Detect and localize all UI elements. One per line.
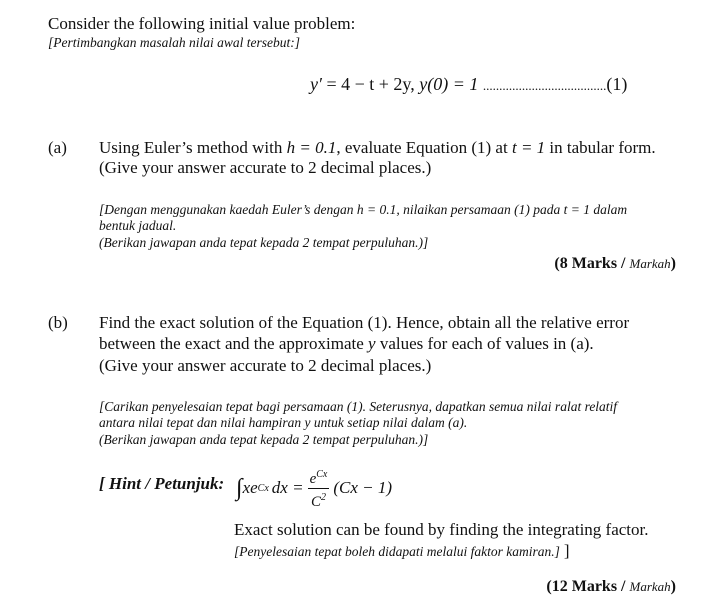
hint-num-base: e xyxy=(309,470,317,487)
part-a-t-value: t = 1 xyxy=(511,138,546,157)
hint-close-bracket: ] xyxy=(563,541,570,560)
part-b-label: (b) xyxy=(48,313,68,332)
part-b-marks-text: (12 Marks / xyxy=(546,578,626,595)
initial-value-equation xyxy=(310,74,627,95)
part-b-question-line2 xyxy=(99,334,594,354)
equation-initial-condition: y(0) = 1 xyxy=(419,74,479,94)
hint-note-translation: [Penyelesaian tepat boleh didapati melalui faktor kamiran.] xyxy=(234,544,560,559)
hint-note-translation-line xyxy=(234,541,570,561)
intro-heading-translation: [Pertimbangkan masalah nilai awal tersebut:] xyxy=(48,35,300,50)
hint-tail: (Cx − 1) xyxy=(333,478,393,497)
part-b-translation-line3: (Berikan jawapan anda tepat kepada 2 tempat perpuluhan.)] xyxy=(99,432,429,447)
part-a-trans-post: dalam xyxy=(593,202,628,217)
part-b-line2-post: values for each of values in (a). xyxy=(379,334,594,353)
hint-formula xyxy=(236,466,392,510)
part-b-translation-line2 xyxy=(99,415,467,431)
hint-num-exponent: Cx xyxy=(316,468,328,480)
hint-dx: dx = xyxy=(271,478,304,497)
part-b-trans-y: y xyxy=(304,415,311,430)
part-a-question-line1 xyxy=(99,138,656,158)
part-b-trans-post: untuk setiap nilai dalam (a). xyxy=(313,415,468,430)
part-a-translation-line1 xyxy=(99,202,627,218)
part-b-question-line3: (Give your answer accurate to 2 decimal places.) xyxy=(99,356,432,375)
hint-integrand: xe xyxy=(242,478,258,497)
part-a-marks-translation: Markah xyxy=(629,256,671,271)
part-a-marks-text: (8 Marks / xyxy=(554,255,626,272)
hint-integrand-exponent: Cx xyxy=(257,482,269,494)
hint-fraction-denominator xyxy=(308,489,330,511)
part-a-trans-t-value: t = 1 xyxy=(563,202,590,217)
hint-fraction-numerator xyxy=(308,466,330,489)
part-a-translation-line2: bentuk jadual. xyxy=(99,218,177,233)
part-a-label: (a) xyxy=(48,138,67,157)
part-a-trans-mid: , nilaikan persamaan (1) pada xyxy=(396,202,561,217)
part-a-line1-pre: Using Euler’s method with xyxy=(99,138,283,157)
part-a-translation-line3: (Berikan jawapan anda tepat kepada 2 tempat perpuluhan.)] xyxy=(99,235,429,250)
equation-leader: ...................................... xyxy=(482,78,607,93)
part-b-trans-pre: antara nilai tepat dan nilai hampiran xyxy=(99,415,302,430)
part-a-question-line2: (Give your answer accurate to 2 decimal places.) xyxy=(99,158,432,177)
part-b-marks-translation: Markah xyxy=(629,579,671,594)
integral-sign: ∫ xyxy=(236,474,243,501)
intro-heading: Consider the following initial value problem: xyxy=(48,14,356,33)
equation-rhs: = 4 − t + 2y, xyxy=(326,74,415,94)
part-a-marks xyxy=(554,255,676,273)
part-a-step-size: h = 0.1 xyxy=(286,138,337,157)
equation-label: (1) xyxy=(606,74,628,94)
part-a-marks-close: ) xyxy=(670,255,676,272)
part-b-question-line1: Find the exact solution of the Equation (1). Hence, obtain all the relative error xyxy=(99,313,630,332)
part-b-translation-line1: [Carikan penyelesaian tepat bagi persamaan (1). Seterusnya, dapatkan semua nilai ralat relatif xyxy=(99,399,618,414)
hint-note: Exact solution can be found by finding the integrating factor. xyxy=(234,520,649,539)
hint-label: [ Hint / Petunjuk: xyxy=(99,474,225,493)
part-a-trans-pre: [Dengan menggunakan kaedah Euler’s dengan xyxy=(99,202,354,217)
hint-den-base: C xyxy=(310,493,321,510)
equation-lhs: y′ xyxy=(310,74,322,94)
part-a-trans-step-size: h = 0.1 xyxy=(356,202,397,217)
part-b-y-variable: y xyxy=(368,334,376,353)
part-b-marks xyxy=(546,578,676,596)
hint-fraction xyxy=(308,466,330,511)
hint-den-exponent: 2 xyxy=(320,491,326,503)
part-b-marks-close: ) xyxy=(670,578,676,595)
part-a-line1-post: in tabular form. xyxy=(549,138,656,157)
part-b-line2-pre: between the exact and the approximate xyxy=(99,334,364,353)
part-a-line1-mid: , evaluate Equation (1) at xyxy=(336,138,508,157)
